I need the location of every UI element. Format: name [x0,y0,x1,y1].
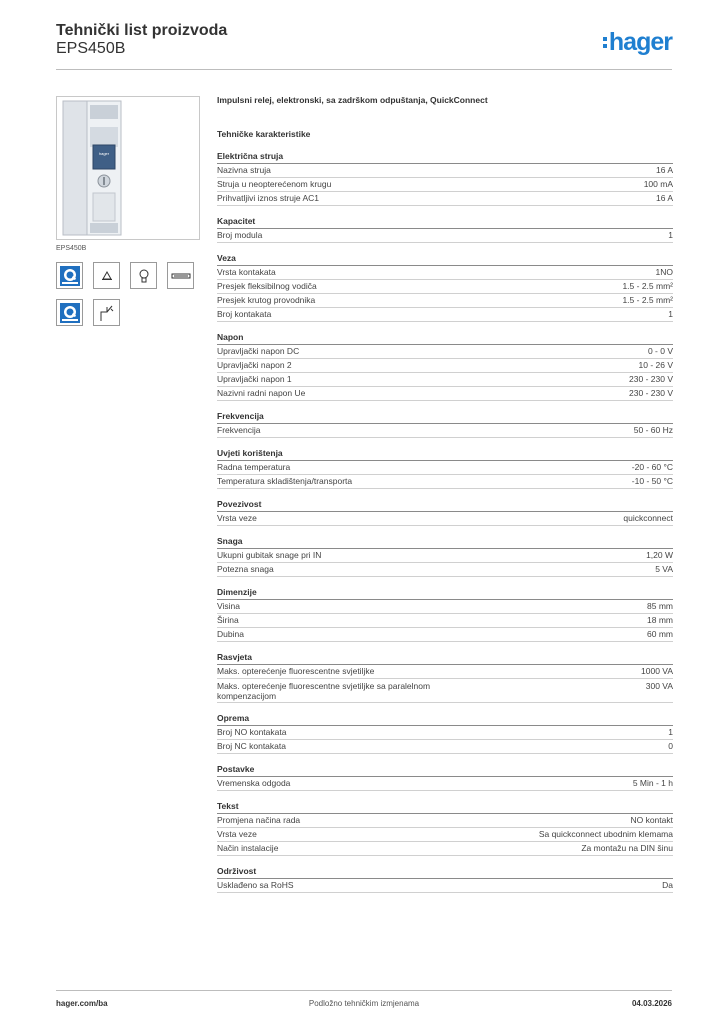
spec-label: Vrsta veze [217,829,257,839]
spec-value: Za montažu na DIN šinu [581,843,673,853]
spec-label: Visina [217,601,240,611]
section-title: Kapacitet [217,216,673,229]
logo-text: hager [608,28,672,56]
spec-row [217,628,673,642]
spec-label: Broj modula [217,230,263,240]
spec-row [217,387,673,401]
spec-sections [217,151,673,893]
spec-label: Nazivna struja [217,165,271,175]
spec-value: 5 VA [655,564,673,574]
logo-dots-icon [603,37,607,48]
spec-section [217,587,673,642]
spec-section [217,866,673,893]
spec-label: Vrsta kontakata [217,267,276,277]
section-title: Oprema [217,713,673,726]
footer-note: Podložno tehničkim izmjenama [308,999,420,1008]
spec-value: 18 mm [647,615,673,625]
spec-label: Presjek krutog provodnika [217,295,316,305]
spec-label: Način instalacije [217,843,279,853]
spec-value: 1.5 - 2.5 mm² [622,281,673,291]
spec-label: Nazivni radni napon Ue [217,388,306,398]
feature-icons-row-1 [56,262,202,289]
spec-row [217,828,673,842]
spec-label: Frekvencija [217,425,261,435]
spec-section [217,713,673,754]
spec-row [217,740,673,754]
spec-row [217,814,673,828]
spec-value: 10 - 26 V [638,360,673,370]
spec-section [217,536,673,577]
lamp-icon [130,262,157,289]
spec-value: 230 - 230 V [629,388,673,398]
svg-text:hager: hager [98,151,110,156]
spec-value: 60 mm [647,629,673,639]
spec-value: 85 mm [647,601,673,611]
spec-value: 1,20 W [646,550,673,560]
spec-label: Prihvatljivi iznos struje AC1 [217,193,320,203]
spec-label: Vrsta veze [217,513,257,523]
footer-website: hager.com/ba [56,999,108,1008]
spec-section [217,801,673,856]
spec-value: 50 - 60 Hz [633,425,673,435]
spec-row [217,614,673,628]
spec-label: Dubina [217,629,244,639]
spec-value: 5 Min - 1 h [632,778,673,788]
section-title: Dimenzije [217,587,673,600]
spec-row [217,294,673,308]
spec-row [217,229,673,243]
spec-label: Maks. opterećenje fluorescentne svjetiljke sa paralelnom kompenzacijom [217,681,431,701]
spec-row [217,461,673,475]
switch-icon [93,299,120,326]
spec-label: Upravljački napon DC [217,346,300,356]
spec-value: -20 - 60 °C [631,462,673,472]
spec-section [217,764,673,791]
spec-value: Sa quickconnect ubodnim klemama [538,829,673,839]
spec-value: 0 - 0 V [647,346,673,356]
spec-value: 1NO [655,267,673,277]
spec-label: Potezna snaga [217,564,274,574]
spec-row [217,359,673,373]
feature-icons-row-2 [56,299,202,326]
spec-label: Širina [217,615,239,625]
spec-value: Da [662,880,673,890]
section-title: Napon [217,332,673,345]
spec-label: Ukupni gubitak snage pri IN [217,550,322,560]
product-image [56,96,200,240]
specifications [217,95,673,903]
spec-value: 16 A [655,165,673,175]
spec-label: Usklađeno sa RoHS [217,880,294,890]
section-title: Održivost [217,866,673,879]
technical-characteristics-title: Tehničke karakteristike [217,129,311,139]
spec-value: 0 [668,741,673,751]
spec-value: 230 - 230 V [629,374,673,384]
product-sidebar [56,96,202,326]
spec-row [217,600,673,614]
spec-row [217,777,673,791]
spec-label: Temperatura skladištenja/transporta [217,476,353,486]
spec-label: Presjek fleksibilnog vodiča [217,281,317,291]
spec-row [217,665,673,679]
spec-row [217,842,673,856]
spec-section [217,411,673,438]
spec-value: NO kontakt [630,815,673,825]
spec-row [217,280,673,294]
section-title: Rasvjeta [217,652,673,665]
spec-value: 1000 VA [641,666,673,676]
product-code: EPS450B [56,40,126,57]
hager-logo [603,28,672,57]
spec-row [217,308,673,322]
page-header [56,22,672,70]
spec-value: -10 - 50 °C [631,476,673,486]
section-title: Veza [217,253,673,266]
spec-row [217,424,673,438]
spec-row [217,549,673,563]
spec-row [217,563,673,577]
spec-label: Broj kontakata [217,309,272,319]
spec-section [217,332,673,401]
spec-row [217,512,673,526]
section-title: Snaga [217,536,673,549]
bell-icon [93,262,120,289]
spec-row [217,266,673,280]
fluorescent-tube-icon [167,262,194,289]
spec-row [217,373,673,387]
footer-date: 04.03.2026 [631,999,672,1008]
section-title: Uvjeti korištenja [217,448,673,461]
spec-value: 16 A [655,193,673,203]
spec-value: 1 [668,309,673,319]
spec-section [217,448,673,489]
product-description: Impulsni relej, elektronski, sa zadrškom odpuštanja, QuickConnect [217,95,488,105]
spec-value: 300 VA [645,681,673,691]
spec-label: Broj NC kontakata [217,741,286,751]
spec-value: 100 mA [643,179,673,189]
quickconnect-icon [56,262,83,289]
spec-row [217,726,673,740]
spec-row [217,164,673,178]
quickconnect-icon [56,299,83,326]
spec-section [217,652,673,703]
spec-label: Radna temperatura [217,462,291,472]
spec-row [217,178,673,192]
spec-section [217,499,673,526]
section-title: Frekvencija [217,411,673,424]
spec-row [217,879,673,893]
spec-label: Upravljački napon 1 [217,374,292,384]
section-title: Električna struja [217,151,673,164]
spec-label: Struja u neopterećenom krugu [217,179,332,189]
section-title: Postavke [217,764,673,777]
spec-row [217,192,673,206]
section-title: Tekst [217,801,673,814]
spec-row [217,475,673,489]
product-image-caption: EPS450B [56,245,87,252]
spec-label: Broj NO kontakata [217,727,287,737]
spec-value: quickconnect [623,513,673,523]
spec-value: 1 [668,230,673,240]
section-title: Povezivost [217,499,673,512]
document-title: Tehnički list proizvoda [56,22,228,39]
spec-label: Maks. opterećenje fluorescentne svjetiljke [217,666,375,676]
spec-section [217,151,673,206]
spec-label: Vremenska odgoda [217,778,291,788]
spec-section [217,253,673,322]
spec-row [217,345,673,359]
page-footer [56,990,672,1018]
spec-value: 1.5 - 2.5 mm² [622,295,673,305]
spec-label: Upravljački napon 2 [217,360,292,370]
spec-row [217,679,673,703]
spec-label: Promjena načina rada [217,815,301,825]
spec-value: 1 [668,727,673,737]
spec-section [217,216,673,243]
